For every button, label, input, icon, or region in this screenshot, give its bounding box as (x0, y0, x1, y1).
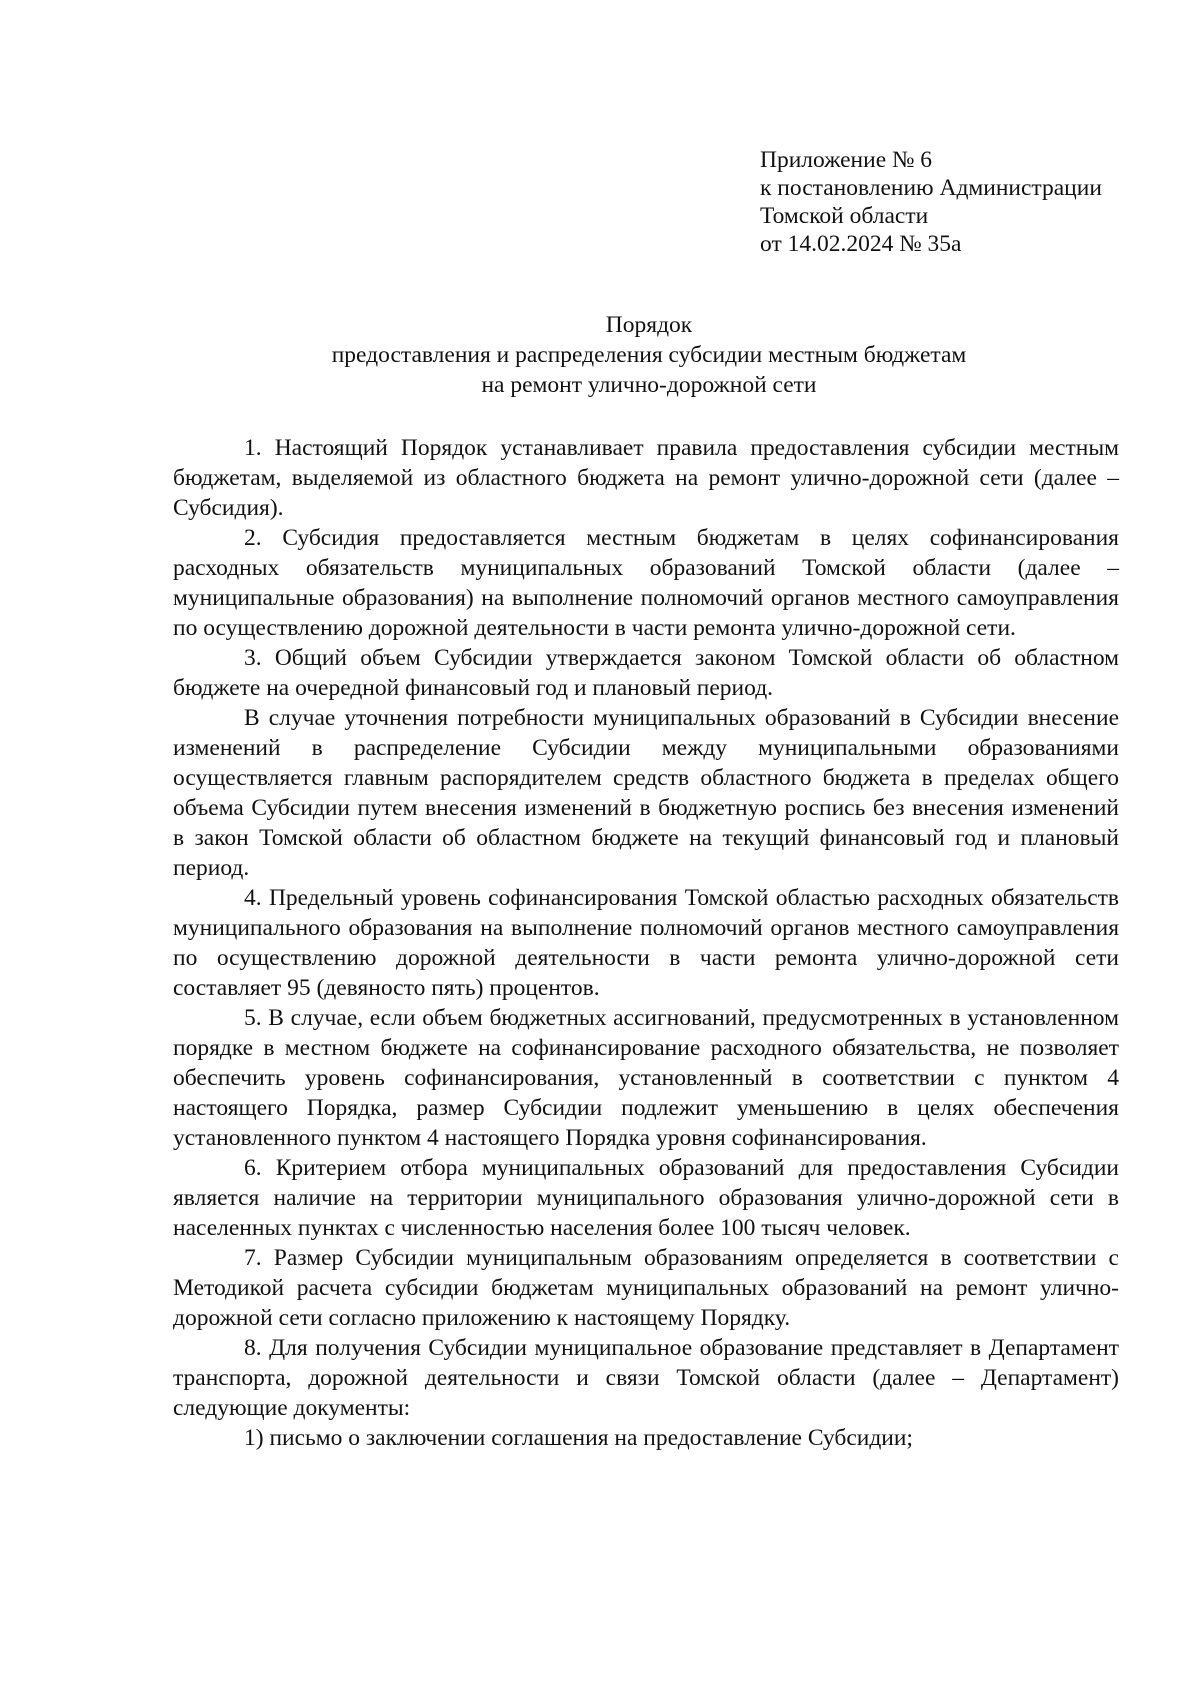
paragraph-1: 1. Настоящий Порядок устанавливает правила предоставления субсидии местным бюджетам, выделяемой из областного бюджета на ремонт улично-дорожной сети (далее – Субсидия). (173, 435, 1119, 521)
title-line-1: Порядок (605, 312, 693, 338)
paragraph-8-item-1: 1) письмо о заключении соглашения на предоставление Субсидии; (244, 1425, 913, 1451)
paragraph-4: 4. Предельный уровень софинансирования Томской областью расходных обязательств муниципального образования на выполнение полномочий органов местного самоуправления по осуществлению дорожной деятельности в части ремонта улично-дорожной сети составляет 95 (девяносто пять) процентов. (173, 885, 1119, 1001)
paragraph-2: 2. Субсидия предоставляется местным бюджетам в целях софинансирования расходных обязательств муниципальных образований Томской области (далее – муниципальные образования) на выполнение полномочий органов местного самоуправления по осуществлению дорожной деятельности в части ремонта улично-дорожной сети. (173, 525, 1119, 641)
paragraph-5: 5. В случае, если объем бюджетных ассигнований, предусмотренных в установленном порядке в местном бюджете на софинансирование расходного обязательства, не позволяет обеспечить уровень софинансирования, установленный в соответствии с пунктом 4 настоящего Порядка, размер Субсидии подлежит уменьшению в целях обеспечения установленного пунктом 4 настоящего Порядка уровня софинансирования. (173, 1005, 1119, 1151)
appendix-date: от 14.02.2024 № 35а (760, 231, 962, 257)
appendix-number: Приложение № 6 (760, 147, 933, 173)
paragraph-8: 8. Для получения Субсидии муниципальное образование представляет в Департамент транспорта, дорожной деятельности и связи Томской области (далее – Департамент) следующие документы: (173, 1335, 1119, 1421)
paragraph-3-continued: В случае уточнения потребности муниципальных образований в Субсидии внесение изменений в распределение Субсидии между муниципальными образованиями осуществляется главным распорядителем средств областного бюджета в пределах общего объема Субсидии путем внесения изменений в бюджетную роспись без внесения изменений в закон Томской области об областном бюджете на текущий финансовый год и плановый период. (173, 705, 1119, 881)
appendix-header (760, 146, 1160, 258)
document-title (0, 310, 1200, 400)
paragraph-7: 7. Размер Субсидии муниципальным образованиям определяется в соответствии с Методикой расчета субсидии бюджетам муниципальных образований на ремонт улично-дорожной сети согласно приложению к настоящему Порядку. (173, 1245, 1119, 1331)
title-line-2: предоставления и распределения субсидии местным бюджетам (331, 342, 967, 368)
title-line-3: на ремонт улично-дорожной сети (481, 372, 817, 398)
paragraph-6: 6. Критерием отбора муниципальных образований для предоставления Субсидии является наличие на территории муниципального образования улично-дорожной сети в населенных пунктах с численностью населения более 100 тысяч человек. (173, 1155, 1119, 1241)
appendix-resolution: к постановлению Администрации (760, 175, 1102, 201)
paragraph-3: 3. Общий объем Субсидии утверждается законом Томской области об областном бюджете на очередной финансовый год и плановый период. (173, 645, 1119, 701)
appendix-region: Томской области (760, 203, 929, 229)
document-body (173, 433, 1119, 1453)
